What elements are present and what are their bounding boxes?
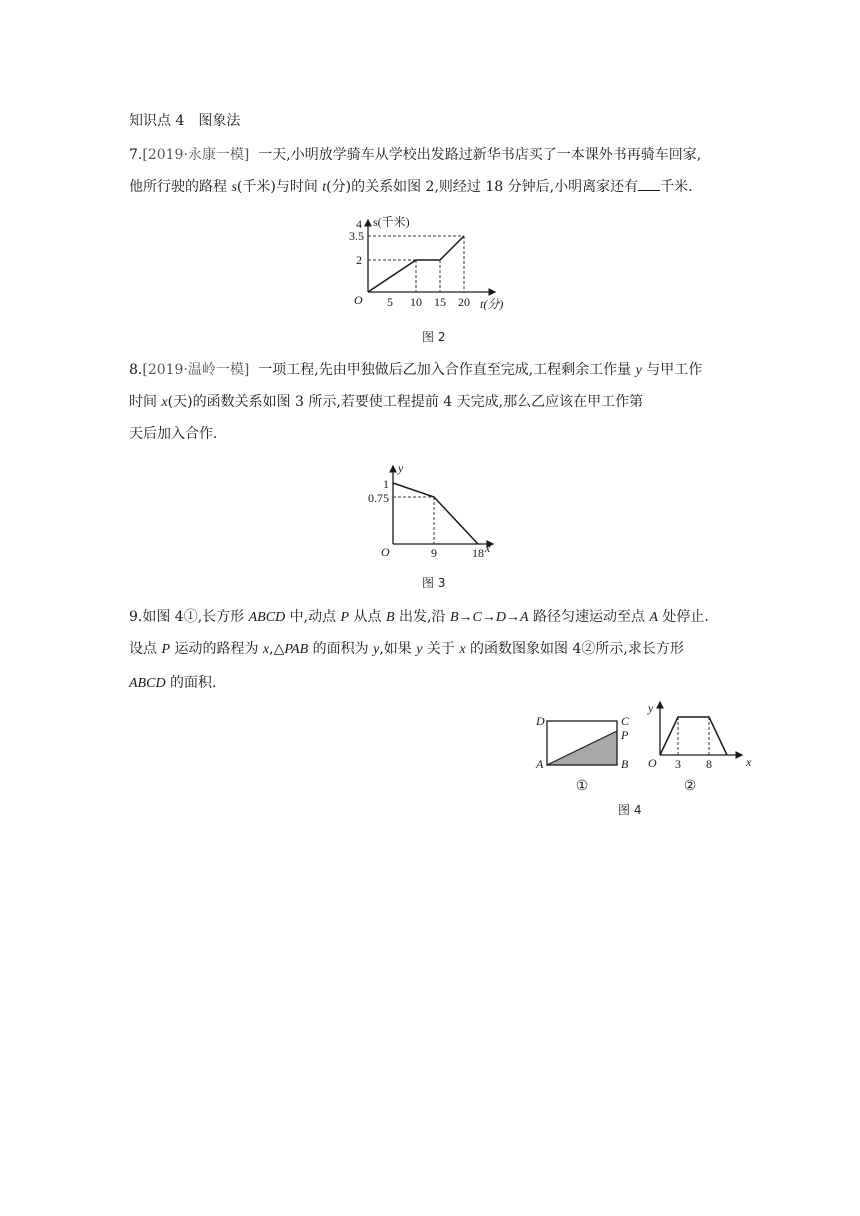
q9-p2: P [161, 642, 171, 657]
fig4-xtick-3: 3 [675, 757, 681, 771]
q8-text-2b: (天)的函数关系如图 3 所示,若要使工程提前 4 天完成,那么乙应该在甲工作第 [167, 394, 644, 410]
fig4-label-a: A [536, 757, 544, 771]
q9-text-2d: 的面积为 [308, 641, 374, 657]
q8-number: 8. [129, 362, 143, 378]
fig4-label-p: P [621, 728, 629, 742]
q9-text-2f: 关于 [422, 641, 460, 657]
fig2-xtick-5: 5 [387, 295, 393, 309]
fig4-graph-xlabel: x [746, 755, 752, 769]
q9-a: A [649, 610, 658, 625]
fig4-graph-line [660, 717, 727, 755]
q9-b: B [386, 610, 395, 625]
figure-4-graph [642, 700, 762, 794]
q8-var-x: x [161, 395, 168, 410]
fig2-graph-line [368, 236, 464, 292]
q9-y2: y [416, 642, 423, 657]
q9-text-2c: ,△ [269, 641, 285, 657]
q7-var-t: t [322, 180, 327, 195]
q8-line-1 [129, 360, 702, 381]
fig2-caption: 图 2 [422, 330, 446, 344]
q9-p: P [340, 610, 350, 625]
q9-x2: x [459, 642, 466, 657]
q8-line-3: 天后加入合作. [129, 426, 218, 442]
q9-path: B→C→D→A [449, 610, 529, 625]
fig4-label-b: B [621, 757, 629, 771]
figure-3 [355, 460, 515, 560]
q9-text-1d: 出发,沿 [394, 609, 450, 625]
q9-text-1f: 处停止. [657, 609, 709, 625]
fig2-ytick-2: 2 [356, 253, 362, 267]
fig3-xtick-18: 18 [472, 546, 484, 560]
q7-line-1 [129, 145, 701, 165]
fig2-ytick-3-5: 3.5 [349, 229, 364, 243]
q9-line-3 [129, 673, 216, 694]
q9-text-1a: 如图 4①,长方形 [142, 609, 249, 625]
q7-text-2c: (分)的关系如图 2,则经过 18 分钟后,小明离家还有 [326, 179, 639, 195]
fig2-ytick-4: 4 [356, 217, 362, 231]
q9-number: 9. [129, 609, 143, 625]
fig2-ylabel: s(千米) [373, 215, 410, 229]
fig3-ylabel: y [398, 461, 404, 475]
q7-line-2 [129, 176, 693, 198]
q8-line-2 [129, 392, 643, 413]
fig2-xlabel: t(分) [480, 297, 504, 311]
q7-text-2b: (千米)与时间 [236, 179, 323, 195]
fig2-xtick-10: 10 [410, 295, 422, 309]
fig3-ytick-075: 0.75 [368, 491, 389, 505]
q8-text-1a: 一项工程,先由甲独做后乙加入合作直至完成,工程剩余工作量 [258, 362, 636, 378]
fig3-graph-line [393, 483, 478, 544]
fig4-graph-origin: O [648, 756, 657, 770]
q9-y: y [373, 642, 380, 657]
q7-answer-blank[interactable] [638, 176, 660, 191]
q9-text-3b: 的面积. [165, 675, 217, 691]
fig2-xtick-20: 20 [458, 295, 470, 309]
q9-text-2g: 的函数图象如图 4②所示,求长方形 [465, 641, 684, 657]
fig3-caption: 图 3 [422, 576, 446, 590]
q8-source: [2019·温岭一模] [142, 362, 250, 378]
fig3-xtick-9: 9 [431, 546, 437, 560]
q9-text-2e: ,如果 [379, 641, 417, 657]
q8-var-y: y [635, 363, 642, 378]
q9-abcd: ABCD [248, 610, 286, 625]
q9-text-2a: 设点 [129, 641, 162, 657]
q9-text-1b: 中,动点 [285, 609, 341, 625]
fig3-xlabel: x [485, 541, 491, 555]
q9-text-1e: 路径匀速运动至点 [528, 609, 650, 625]
fig4-caption: 图 4 [618, 803, 642, 817]
figure-4-rectangle [532, 710, 642, 800]
fig4-xtick-8: 8 [706, 757, 712, 771]
q7-text-2a: 他所行驶的路程 [129, 179, 232, 195]
fig4-graph-ylabel: y [648, 701, 654, 715]
q9-line-1 [129, 607, 709, 628]
q9-pab: PAB [284, 642, 309, 657]
q7-source: [2019·永康一模] [142, 147, 250, 163]
q9-text-2b: 运动的路程为 [170, 641, 263, 657]
figure-2 [340, 214, 540, 314]
q7-text-2d: 千米. [660, 179, 693, 195]
fig3-origin: O [381, 545, 390, 559]
q8-text-1b: 与甲工作 [641, 362, 703, 378]
q7-var-s: s [231, 180, 237, 195]
fig4-sub-label-2: ② [683, 779, 697, 794]
fig2-xtick-15: 15 [434, 295, 446, 309]
q8-text-2a: 时间 [129, 394, 162, 410]
q7-number: 7. [129, 147, 143, 163]
fig3-ytick-1: 1 [383, 477, 389, 491]
fig4-sub-label-1: ① [575, 779, 589, 794]
q9-x: x [262, 642, 270, 657]
fig2-origin: O [354, 293, 363, 307]
q7-text-1: 一天,小明放学骑车从学校出发路过新华书店买了一本课外书再骑车回家, [258, 147, 702, 163]
q9-text-1c: 从点 [349, 609, 387, 625]
section-title: 知识点 4 图象法 [129, 113, 241, 129]
fig4-label-c: C [621, 714, 630, 728]
q9-abcd-2: ABCD [129, 676, 166, 691]
fig4-label-d: D [536, 714, 545, 728]
q9-line-2 [129, 639, 684, 660]
